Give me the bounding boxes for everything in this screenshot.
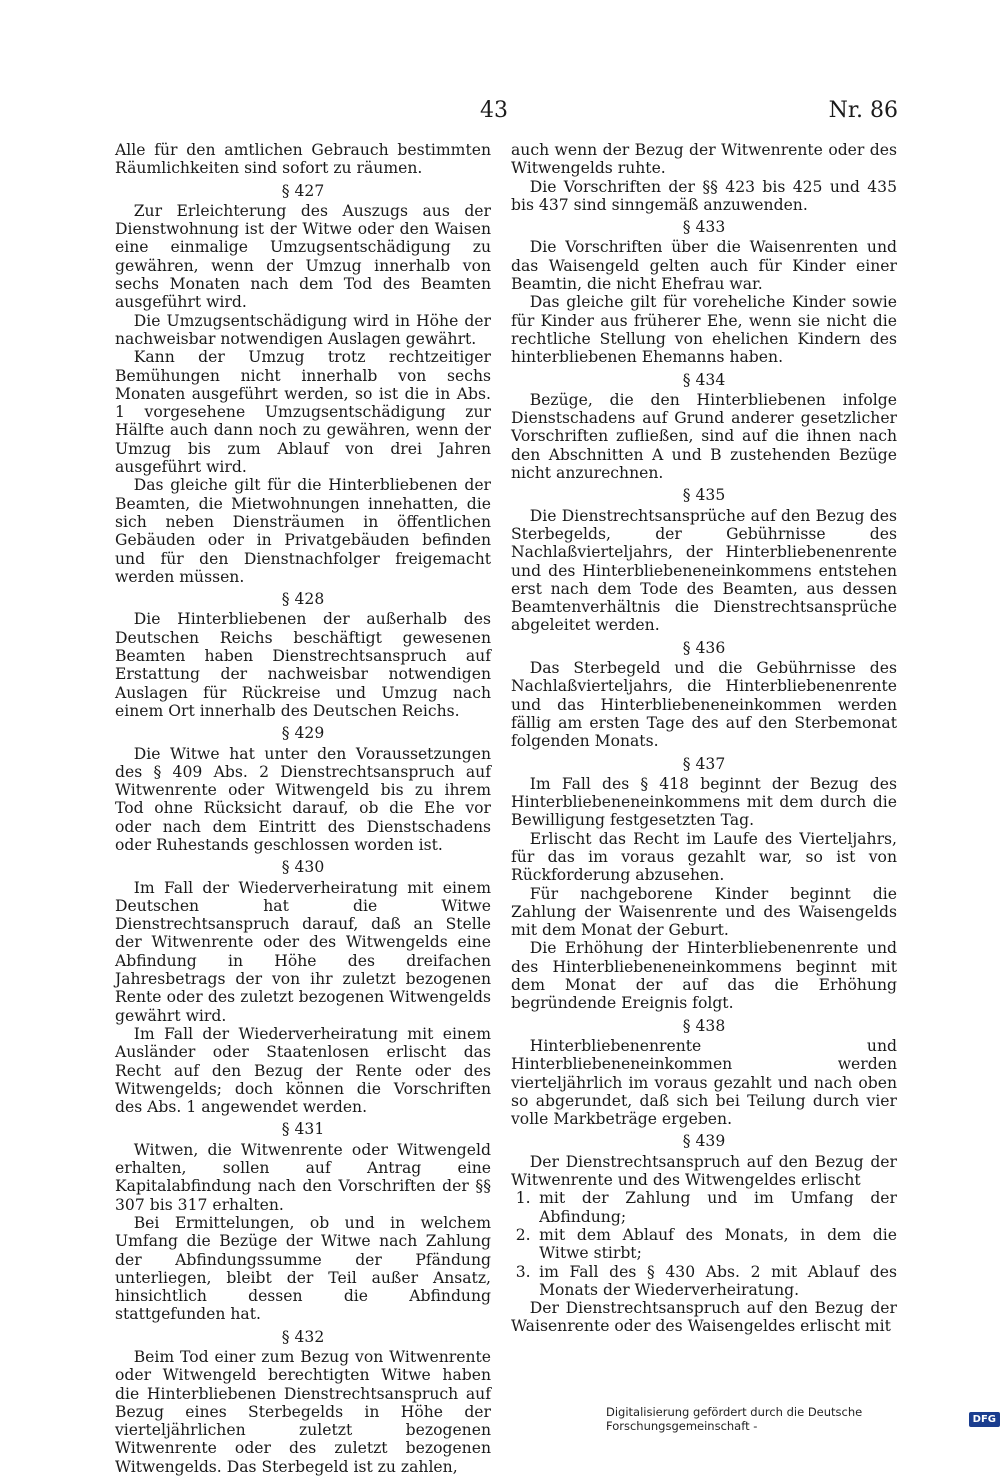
paragraph: Bei Ermittelungen, ob und in welchem Umfang die Bezüge der Witwe nach Zahlung der Abfindungssumme der Pfändung unterliegen, bleibt der Teil außer Ansatz, hinsichtlich dessen die Abfindung stattgefunden hat.	[115, 1213, 491, 1324]
section-heading: § 433	[682, 218, 726, 237]
credit-text: Digitalisierung gefördert durch die Deutsche Forschungsgemeinschaft -	[606, 1405, 863, 1433]
paragraph: Die Vorschriften der §§ 423 bis 425 und 435 bis 437 sind sinngemäß anzuwenden.	[511, 177, 897, 214]
section-heading: § 430	[281, 858, 325, 877]
paragraph: Das gleiche gilt für voreheliche Kinder sowie für Kinder aus früherer Ehe, wenn sie nicht die rechtliche Stellung von ehelichen Kindern des hinterbliebenen Ehemanns haben.	[511, 293, 897, 367]
section-heading: § 435	[682, 486, 726, 505]
section-heading: § 439	[682, 1132, 726, 1151]
paragraph: Im Fall der Wiederverheiratung mit einem Ausländer oder Staatenlosen erlischt das Recht auf den Bezug der Rente oder des Witwengelds; doch können die Vorschriften des Abs. 1 angewendet werden.	[115, 1024, 491, 1117]
list-item	[515, 1189, 897, 1226]
right-column	[511, 141, 897, 1336]
paragraph: Das gleiche gilt für die Hinterbliebenen der Beamten, die Mietwohnungen innehatten, die sich neben Diensträumen in öffentlichen Gebäuden oder in Privatgebäuden befinden und für den Dienstnachfolger freigemacht werden müssen.	[115, 476, 491, 586]
page-number: 43	[480, 98, 508, 123]
paragraph: Witwen, die Witwenrente oder Witwengeld erhalten, sollen auf Antrag eine Kapitalabfindung nach den Vorschriften der §§ 307 bis 317 erhalten.	[115, 1140, 491, 1214]
paragraph: Der Dienstrechtsanspruch auf den Bezug der Waisenrente oder des Waisengeldes erlischt mit	[511, 1299, 897, 1336]
list-item-number: 1.	[515, 1189, 531, 1208]
list-item	[515, 1225, 897, 1263]
enumerated-list	[511, 1189, 897, 1299]
digitization-credit	[606, 1405, 1000, 1433]
paragraph: Hinterbliebenenrente und Hinterbliebeneneinkommen werden vierteljährlich im voraus gezahlt und nach oben so abgerundet, daß sich bei Teilung durch vier volle Markbeträge ergeben.	[511, 1036, 897, 1129]
paragraph: Im Fall der Wiederverheiratung mit einem Deutschen hat die Witwe Dienstrechtsanspruch darauf, daß an Stelle der Witwenrente oder des Witwengelds eine Abfindung in Höhe des dreifachen Jahresbetrags der von ihr zuletzt bezogenen Rente oder des zuletzt bezogenen Witwengelds gewährt wird.	[115, 878, 491, 1025]
paragraph: Der Dienstrechtsanspruch auf den Bezug der Witwenrente und des Witwengeldes erlischt	[511, 1152, 897, 1190]
paragraph: auch wenn der Bezug der Witwenrente oder des Witwengelds ruhte.	[511, 141, 897, 178]
section-heading: § 436	[682, 638, 726, 657]
section-heading: § 437	[682, 754, 726, 773]
paragraph: Die Hinterbliebenen der außerhalb des Deutschen Reichs beschäftigt gewesenen Beamten haben Dienstrechtsanspruch auf Erstattung der nachweisbar notwendigen Auslagen für Rückreise und Umzug nach einem Ort innerhalb des Deutschen Reichs.	[115, 610, 491, 720]
list-item-text: mit der Zahlung und im Umfang der Abfindung;	[539, 1189, 897, 1226]
paragraph: Erlischt das Recht im Laufe des Vierteljahrs, für das im voraus gezahlt war, so ist von Rückforderung abzusehen.	[511, 829, 897, 885]
paragraph: Kann der Umzug trotz rechtzeitiger Bemühungen nicht innerhalb von sechs Monaten ausgeführt werden, so ist die in Abs. 1 vorgesehene Umzugsentschädigung zur Hälfte auch dann noch zu gewähren, wenn der Umzug bis zum Ablauf von drei Jahren ausgeführt wird.	[115, 348, 491, 477]
paragraph: Die Vorschriften über die Waisenrenten und das Waisengeld gelten auch für Kinder einer Beamtin, die nicht Ehefrau war.	[511, 238, 897, 294]
issue-number: Nr. 86	[828, 98, 898, 123]
paragraph: Beim Tod einer zum Bezug von Witwenrente oder Witwengeld berechtigten Witwe haben die Hinterbliebenen Dienstrechtsanspruch auf Bezug eines Sterbegelds in Höhe der vierteljährlichen zuletzt bezogenen Witwenrente oder des zuletzt bezogenen Witwengelds. Das Sterbegeld ist zu zahlen,	[115, 1348, 491, 1476]
paragraph: Die Erhöhung der Hinterbliebenenrente und des Hinterbliebeneneinkommens beginnt mit dem Monat der auf das die Erhöhung begründende Ereignis folgt.	[511, 939, 897, 1013]
list-item	[515, 1262, 897, 1300]
section-heading: § 434	[682, 370, 726, 389]
paragraph: Zur Erleichterung des Auszugs aus der Dienstwohnung ist der Witwe oder den Waisen eine einmalige Umzugsentschädigung zu gewähren, wenn der Umzug innerhalb von sechs Monaten nach dem Tod des Beamten ausgeführt wird.	[115, 201, 491, 312]
page-header	[0, 98, 1000, 132]
list-item-text: mit dem Ablauf des Monats, in dem die Witwe stirbt;	[539, 1225, 897, 1263]
section-heading: § 427	[281, 181, 325, 200]
section-heading: § 432	[281, 1327, 325, 1346]
paragraph: Im Fall des § 418 beginnt der Bezug des Hinterbliebeneneinkommens mit dem durch die Bewilligung festgesetzten Tag.	[511, 774, 897, 830]
paragraph: Die Witwe hat unter den Voraussetzungen des § 409 Abs. 2 Dienstrechtsanspruch auf Witwenrente oder Witwengeld bis zu ihrem Tod ohne Rücksicht darauf, ob die Ehe vor oder nach dem Eintritt des Dienstschadens oder Ruhestands geschlossen worden ist.	[115, 744, 491, 854]
list-item-number: 2.	[515, 1225, 531, 1244]
paragraph: Für nachgeborene Kinder beginnt die Zahlung der Waisenrente und des Waisengelds mit dem Monat der Geburt.	[511, 884, 897, 940]
paragraph: Alle für den amtlichen Gebrauch bestimmten Räumlichkeiten sind sofort zu räumen.	[115, 141, 491, 178]
dfg-logo: DFG	[969, 1412, 1000, 1427]
left-column	[115, 141, 491, 1476]
paragraph: Die Umzugsentschädigung wird in Höhe der nachweisbar notwendigen Auslagen gewährt.	[115, 311, 491, 348]
paragraph: Die Dienstrechtsansprüche auf den Bezug des Sterbegelds, der Gebührnisse des Nachlaßvierteljahrs, der Hinterbliebenenrente und des Hinterbliebeneneinkommens entstehen erst nach dem Tode des Beamten, aus dessen Beamtenverhältnis die Dienstrechtsansprüche abgeleitet werden.	[511, 506, 897, 635]
section-heading: § 438	[682, 1016, 726, 1035]
list-item-text: im Fall des § 430 Abs. 2 mit Ablauf des Monats der Wiederverheiratung.	[539, 1262, 897, 1299]
paragraph: Das Sterbegeld und die Gebührnisse des Nachlaßvierteljahrs, die Hinterbliebenenrente und das Hinterbliebeneneinkommen werden fällig am ersten Tage des auf den Sterbemonat folgenden Monats.	[511, 659, 897, 751]
section-heading: § 428	[281, 590, 325, 609]
section-heading: § 431	[281, 1120, 325, 1139]
list-item-number: 3.	[515, 1262, 531, 1281]
section-heading: § 429	[281, 724, 325, 743]
paragraph: Bezüge, die den Hinterbliebenen infolge Dienstschadens auf Grund anderer gesetzlicher Vorschriften zufließen, sind auf die ihnen nach den Abschnitten A und B zustehenden Bezüge nicht anzurechnen.	[511, 390, 897, 483]
